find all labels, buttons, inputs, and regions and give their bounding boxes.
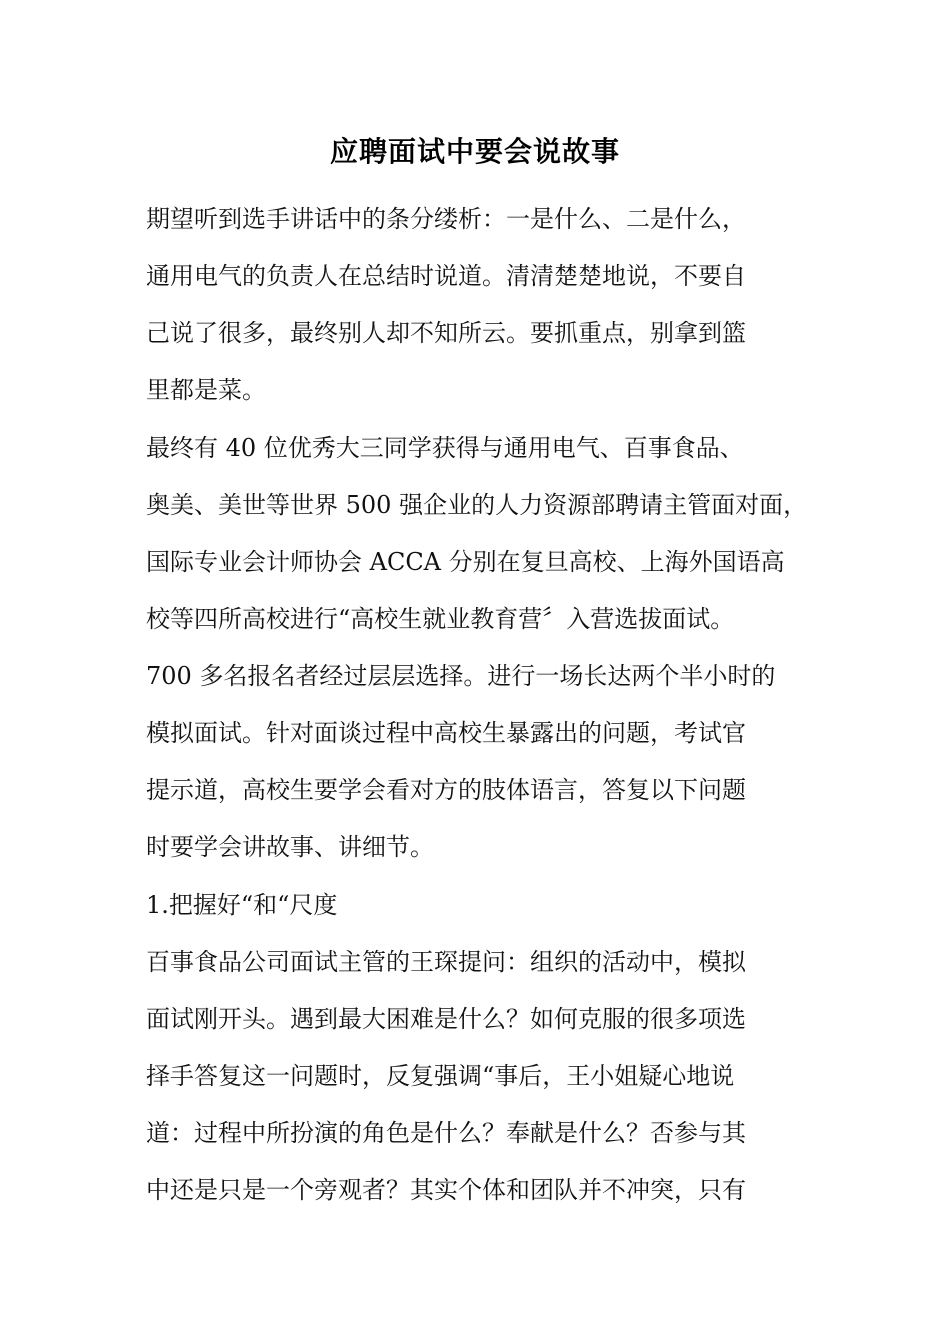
paragraph-line: 时要学会讲故事、讲细节。	[146, 833, 434, 861]
paragraph-line: 里都是菜。	[146, 376, 266, 404]
paragraph-line: 校等四所高校进行“高校生就业教育营〞入营选拔面试。	[146, 605, 735, 633]
document-title: 应聘面试中要会说故事	[329, 135, 620, 168]
paragraph-line: 百事食品公司面试主管的王琛提问：组织的活动中，模拟	[146, 948, 746, 976]
section-heading: 1.把握好“和“尺度	[146, 891, 338, 919]
paragraph-line: 国际专业会计师协会 ACCA 分别在复旦高校、上海外国语高	[146, 548, 785, 576]
paragraph-line: 道：过程中所扮演的角色是什么？奉献是什么？否参与其	[146, 1119, 746, 1147]
paragraph-line: 己说了很多，最终别人却不知所云。要抓重点，别拿到篮	[146, 319, 746, 347]
paragraph-line: 提示道，高校生要学会看对方的肢体语言，答复以下问题	[146, 776, 746, 804]
paragraph-line: 700 多名报名者经过层层选择。进行一场长达两个半小时的	[146, 662, 776, 690]
paragraph-line: 面试刚开头。遇到最大困难是什么？如何克服的很多项选	[146, 1005, 746, 1033]
paragraph-line: 模拟面试。针对面谈过程中高校生暴露出的问题，考试官	[146, 719, 746, 747]
paragraph-line: 通用电气的负责人在总结时说道。清清楚楚地说，不要自	[146, 262, 746, 290]
paragraph-line: 择手答复这一问题时，反复强调“事后，王小姐疑心地说	[146, 1062, 735, 1090]
paragraph-line: 奥美、美世等世界 500 强企业的人力资源部聘请主管面对面，	[146, 491, 808, 519]
paragraph-line: 最终有 40 位优秀大三同学获得与通用电气、百事食品、	[146, 434, 744, 462]
paragraph-line: 中还是只是一个旁观者？其实个体和团队并不冲突，只有	[146, 1176, 746, 1204]
paragraph-line: 期望听到选手讲话中的条分缕析：一是什么、二是什么，	[146, 205, 746, 233]
